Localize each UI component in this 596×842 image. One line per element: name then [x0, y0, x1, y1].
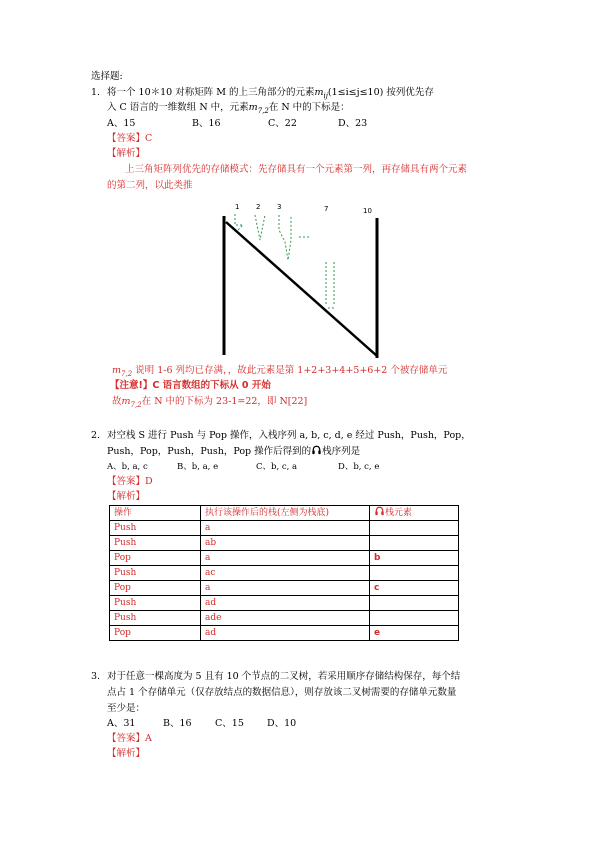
- column-2-marker: [255, 215, 265, 240]
- row-operation: Pop: [110, 581, 201, 596]
- row-stack: ab: [201, 536, 370, 551]
- table-row: [110, 596, 459, 611]
- row-stack: ad: [201, 626, 370, 641]
- column-1-marker: [235, 214, 243, 231]
- row-stack: ac: [201, 566, 370, 581]
- column-label-10: 10: [363, 207, 372, 215]
- row-popped: [370, 596, 459, 611]
- column-label-7: 7: [324, 205, 329, 213]
- q2-line2: Push，Pop，Push，Push，Pop 操作后得到的 栈序列是: [107, 446, 361, 457]
- q3-line3: 至少是：: [107, 703, 146, 714]
- table-row: [110, 581, 459, 596]
- q3-analysis-label: 【解析】: [107, 748, 146, 759]
- q3-option-b: B、16: [163, 718, 192, 729]
- q2-analysis-label: 【解析】: [107, 491, 146, 502]
- row-popped: [370, 566, 459, 581]
- headphone-icon: [311, 445, 322, 455]
- q3-answer: 【答案】A: [107, 733, 152, 744]
- section-title: 选择题:: [91, 71, 123, 82]
- q2-line1: 对空栈 S 进行 Push 与 Pop 操作，入栈序列 a, b, c, d, e 经过 Push，Push，Pop，: [107, 430, 471, 441]
- q3-option-d: D、10: [267, 718, 297, 729]
- row-popped: [370, 536, 459, 551]
- column-3-marker: [279, 215, 291, 260]
- q1-option-d: D、23: [338, 118, 368, 129]
- row-operation: Pop: [110, 551, 201, 566]
- q1-option-c: C、22: [268, 118, 297, 129]
- row-stack: a: [201, 551, 370, 566]
- table-row: [110, 521, 459, 536]
- q1-option-b: B、16: [192, 118, 221, 129]
- column-label-1: 1: [235, 203, 240, 211]
- headphone-icon: [374, 506, 385, 516]
- table-row: [110, 566, 459, 581]
- table-row: [110, 551, 459, 566]
- column-7-marker: [326, 262, 334, 308]
- q1-option-a: A、15: [107, 118, 136, 129]
- row-operation: Push: [110, 611, 201, 626]
- row-operation: Pop: [110, 626, 201, 641]
- q1-note-line3: 故$m_{7,2}$在 N 中的下标为 23-1=22，即 N[22]: [112, 396, 308, 409]
- row-stack: ad: [201, 596, 370, 611]
- row-popped: e: [370, 626, 459, 641]
- column-label-2: 2: [256, 203, 261, 211]
- row-popped: b: [370, 551, 459, 566]
- q3-number: 3.: [91, 671, 101, 682]
- q3-line2: 点占 1 个存储单元（仅存放结点的数据信息），则存放该二叉树需要的存储单元数量: [107, 687, 457, 698]
- q3-option-a: A、31: [107, 718, 136, 729]
- q1-line2: 入 C 语言的一维数组 N 中，元素$m_{7,2}$在 N 中的下标是：: [107, 102, 350, 115]
- header-stack-state: 执行该操作后的栈(左侧为栈底): [201, 506, 370, 521]
- row-operation: Push: [110, 521, 201, 536]
- table-header-row: [110, 506, 459, 521]
- row-popped: c: [370, 581, 459, 596]
- q1-analysis-label: 【解析】: [107, 148, 146, 159]
- table-row: [110, 626, 459, 641]
- matrix-storage-diagram: [215, 200, 390, 365]
- q2-option-b: B、b, a, e: [177, 462, 219, 472]
- q2-option-c: C、b, c, a: [256, 462, 298, 472]
- table-row: [110, 611, 459, 626]
- column-label-3: 3: [277, 203, 282, 211]
- q2-number: 2.: [91, 430, 101, 441]
- row-stack: a: [201, 581, 370, 596]
- diagonal-line: [226, 222, 377, 356]
- row-stack: ade: [201, 611, 370, 626]
- q2-option-d: D、b, c, e: [338, 462, 380, 472]
- q1-line1: 将一个 10＊10 对称矩阵 M 的上三角部分的元素$m_{ij}(1\le i\le j\le 10)$ 按列优先存: [107, 87, 434, 100]
- q1-explain-line2: 的第二列，以此类推: [107, 180, 193, 191]
- q1-answer: 【答案】C: [107, 133, 153, 144]
- q3-line1: 对于任意一棵高度为 5 且有 10 个节点的二叉树，若采用顺序存储结构保存，每个结: [107, 671, 461, 682]
- header-popped-element: 栈元素: [370, 506, 459, 521]
- column-markers: [235, 214, 334, 308]
- table-row: [110, 536, 459, 551]
- q1-note-line1: $m_{7,2}$ 说明 1-6 列均已存满，，故此元素是第 1+2+3+4+5+6+2 个被存储单元: [112, 365, 448, 378]
- q3-option-c: C、15: [215, 718, 244, 729]
- q2-answer: 【答案】D: [107, 476, 153, 487]
- q1-warning: 【注意!】C 语言数组的下标从 0 开始: [110, 380, 271, 391]
- row-stack: a: [201, 521, 370, 536]
- header-operation: 操作: [110, 506, 201, 521]
- q1-explain-line1: 上三角矩阵列优先的存储模式：先存储具有一个元素第一列，再存储具有两个元素: [125, 164, 468, 175]
- row-popped: [370, 611, 459, 626]
- row-popped: [370, 521, 459, 536]
- q2-option-a: A、b, a, c: [107, 462, 148, 472]
- row-operation: Push: [110, 566, 201, 581]
- stack-operations-table: [109, 505, 459, 641]
- row-operation: Push: [110, 536, 201, 551]
- q1-number: 1.: [91, 87, 101, 98]
- row-operation: Push: [110, 596, 201, 611]
